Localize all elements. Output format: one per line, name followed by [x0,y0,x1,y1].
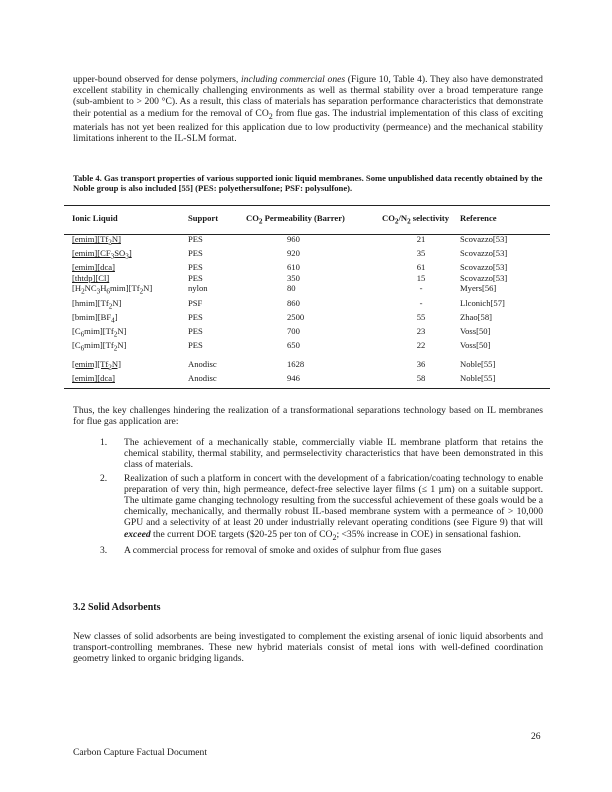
table-top-rule [64,205,550,206]
page-number: 26 [531,731,541,742]
cell-permeability: 860 [287,297,300,308]
cell-reference: Noble[55] [460,358,496,369]
intro-paragraph [73,74,543,144]
cell-support: PES [188,272,203,283]
cell-permeability: 700 [287,326,300,337]
cell-reference: Llconich[57] [460,297,505,308]
table-row [72,248,530,262]
challenge-item [100,473,543,543]
header-reference: Reference [460,213,497,223]
cell-ionic-liquid: $[bmim][BF_4]$ [72,311,118,325]
challenge-number: 3. [100,544,108,556]
cell-ionic-liquid: $[emim][Tf_2N]$ [72,234,121,247]
header-support: Support [188,213,219,223]
cell-selectivity: - [419,297,423,308]
cell-support: PES [188,248,203,259]
cell-ionic-liquid: [thtdp][Cl] [72,272,110,283]
challenge-text: A commercial process for removal of smoke and oxides of sulphur from flue gases [124,544,442,556]
header-ionic-liquid: Ionic Liquid [72,213,118,223]
cell-reference: Voss[50] [460,326,491,337]
cell-selectivity: - [419,283,423,294]
cell-permeability: 946 [287,372,300,383]
cell-reference: Scovazzo[53] [460,272,508,283]
table-bottom-rule [64,388,550,389]
table-row [72,262,530,273]
intro-italic: including commercial ones [241,74,346,85]
cell-permeability: 1628 [287,358,305,369]
header-permeability: $CO_2$ Permeability (Barrer) [246,213,345,226]
table-row [72,326,530,340]
cell-selectivity: 21 [416,234,426,244]
section-paragraph: New classes of solid adsorbents are being investigated to complement the existing arsenal of ionic liquid absorbents and transport-controlling membranes. These new hybrid materials consist of metal ions with well-defined coordination geometry linked to organic bridging ligands. [73,631,543,665]
intro-subscript: 2 [268,111,273,121]
cell-permeability: 80 [287,283,296,294]
cell-selectivity: 15 [416,272,426,283]
challenge-text: The achievement of a mechanically stable, commercially viable IL membrane platform that retains the chemical stability, thermal stability, and permselectivity characteristics that have been demonstrated in this class of materials. [124,437,543,471]
cell-selectivity: 61 [416,262,426,273]
cell-ionic-liquid: $[C_6mim][Tf_2N]$ [72,340,127,354]
cell-reference: Zhao[58] [460,311,492,322]
cell-support: PES [188,234,203,244]
table-row [72,298,530,312]
table-row [72,312,530,326]
cell-ionic-liquid: $[C_6mim][Tf_2N]$ [72,326,127,339]
cell-reference: Myers[56] [460,283,497,294]
cell-ionic-liquid: $[hmim][Tf_2N]$ [72,297,122,311]
cell-selectivity: 22 [416,340,426,351]
cell-support: PSF [188,297,203,308]
cell-support: PES [188,311,203,322]
challenge-number: 2. [100,472,108,484]
cell-selectivity: 36 [416,358,426,369]
cell-ionic-liquid: $[emim][Tf_2N]$ [72,358,121,372]
cell-support: Anodisc [188,358,217,369]
table-caption: Table 4. Gas transport properties of various supported ionic liquid membranes. Some unpublished data recently obtained by the Noble group is also included [55] (PES: polyethersulfone; PSF: polysulfone). [73,173,543,194]
table-row [72,273,530,284]
cell-ionic-liquid: [emim][dca] [72,372,115,383]
table-row [72,355,530,373]
cell-reference: Voss[50] [460,340,491,351]
challenges-list [100,437,543,558]
challenge-item [100,437,543,471]
intro-text-3: from flue gas. The industrial implementation of this class of exciting materials has not yet been realized for this application due to low productivity (permeance) and the mechanical stability limitations inherent to the IL-SLM format. [73,107,543,144]
cell-selectivity: 58 [416,372,426,383]
cell-permeability: 650 [287,340,300,351]
cell-permeability: 960 [287,234,300,244]
cell-permeability: 610 [287,262,300,273]
table-row [72,373,530,384]
cell-reference: Scovazzo[53] [460,248,508,259]
cell-selectivity: 23 [416,326,426,337]
cell-support: Anodisc [188,372,217,383]
table-header-row [72,213,530,234]
cell-support: PES [188,262,203,273]
cell-permeability: 2500 [287,311,305,322]
cell-support: PES [188,340,203,351]
intro-text-2: (Figure 10, Table 4). They also have demonstrated excellent stability in chemically challenging environments as well as thermal stability over a broad temperature range (sub-ambient to > 200 °C). As a result, this class of materials has separation performance characteristics that demonstrate their potential as a medium for the removal of CO [73,74,543,119]
cell-ionic-liquid: $[emim][CF_3SO_3]$ [72,248,132,261]
section-heading: 3.2 Solid Adsorbents [73,602,161,613]
header-selectivity: $CO_2/N_2$ selectivity [382,213,450,226]
cell-reference: Scovazzo[53] [460,262,508,273]
cell-permeability: 920 [287,248,300,259]
cell-reference: Noble[55] [460,372,496,383]
challenge-number: 1. [100,437,108,448]
challenge-item [100,545,543,556]
cell-support: nylon [188,283,208,294]
footer-text: Carbon Capture Factual Document [73,747,208,758]
cell-ionic-liquid: [emim][dca] [72,262,115,273]
intro-text-1: upper-bound observed for dense polymers, [73,74,241,85]
cell-permeability: 350 [287,272,300,283]
cell-selectivity: 35 [416,248,426,259]
challenges-intro: Thus, the key challenges hindering the realization of a transformational separations technology based on IL membranes for flue gas application are: [73,405,543,428]
challenge-text: Realization of such a platform in concert with the development of a fabrication/coating technology to enable preparation of very thin, high permeance, defect-free selective layer films (≤ 1 µm) on a suitable support. The ultimate game changing technology resulting from the successful achievement of these goals would be a chemically, mechanically, and thermally robust IL-based membrane system with a permeance of > 10,000 GPU and a selectivity of at least 20 under industrially relevant operating conditions (see Figure 9) that will exceed the current DOE targets ($20-25 per ton of $CO_2$; <35% increase in COE) in sensational fashion. [124,472,543,542]
cell-selectivity: 55 [416,311,426,322]
table-row [72,234,530,248]
cell-support: PES [188,326,203,337]
table-row [72,340,530,354]
cell-reference: Scovazzo[53] [460,234,508,244]
cell-ionic-liquid: $[H_2NC_3H_6mim][Tf_2N]$ [72,283,153,297]
table-row [72,283,530,297]
